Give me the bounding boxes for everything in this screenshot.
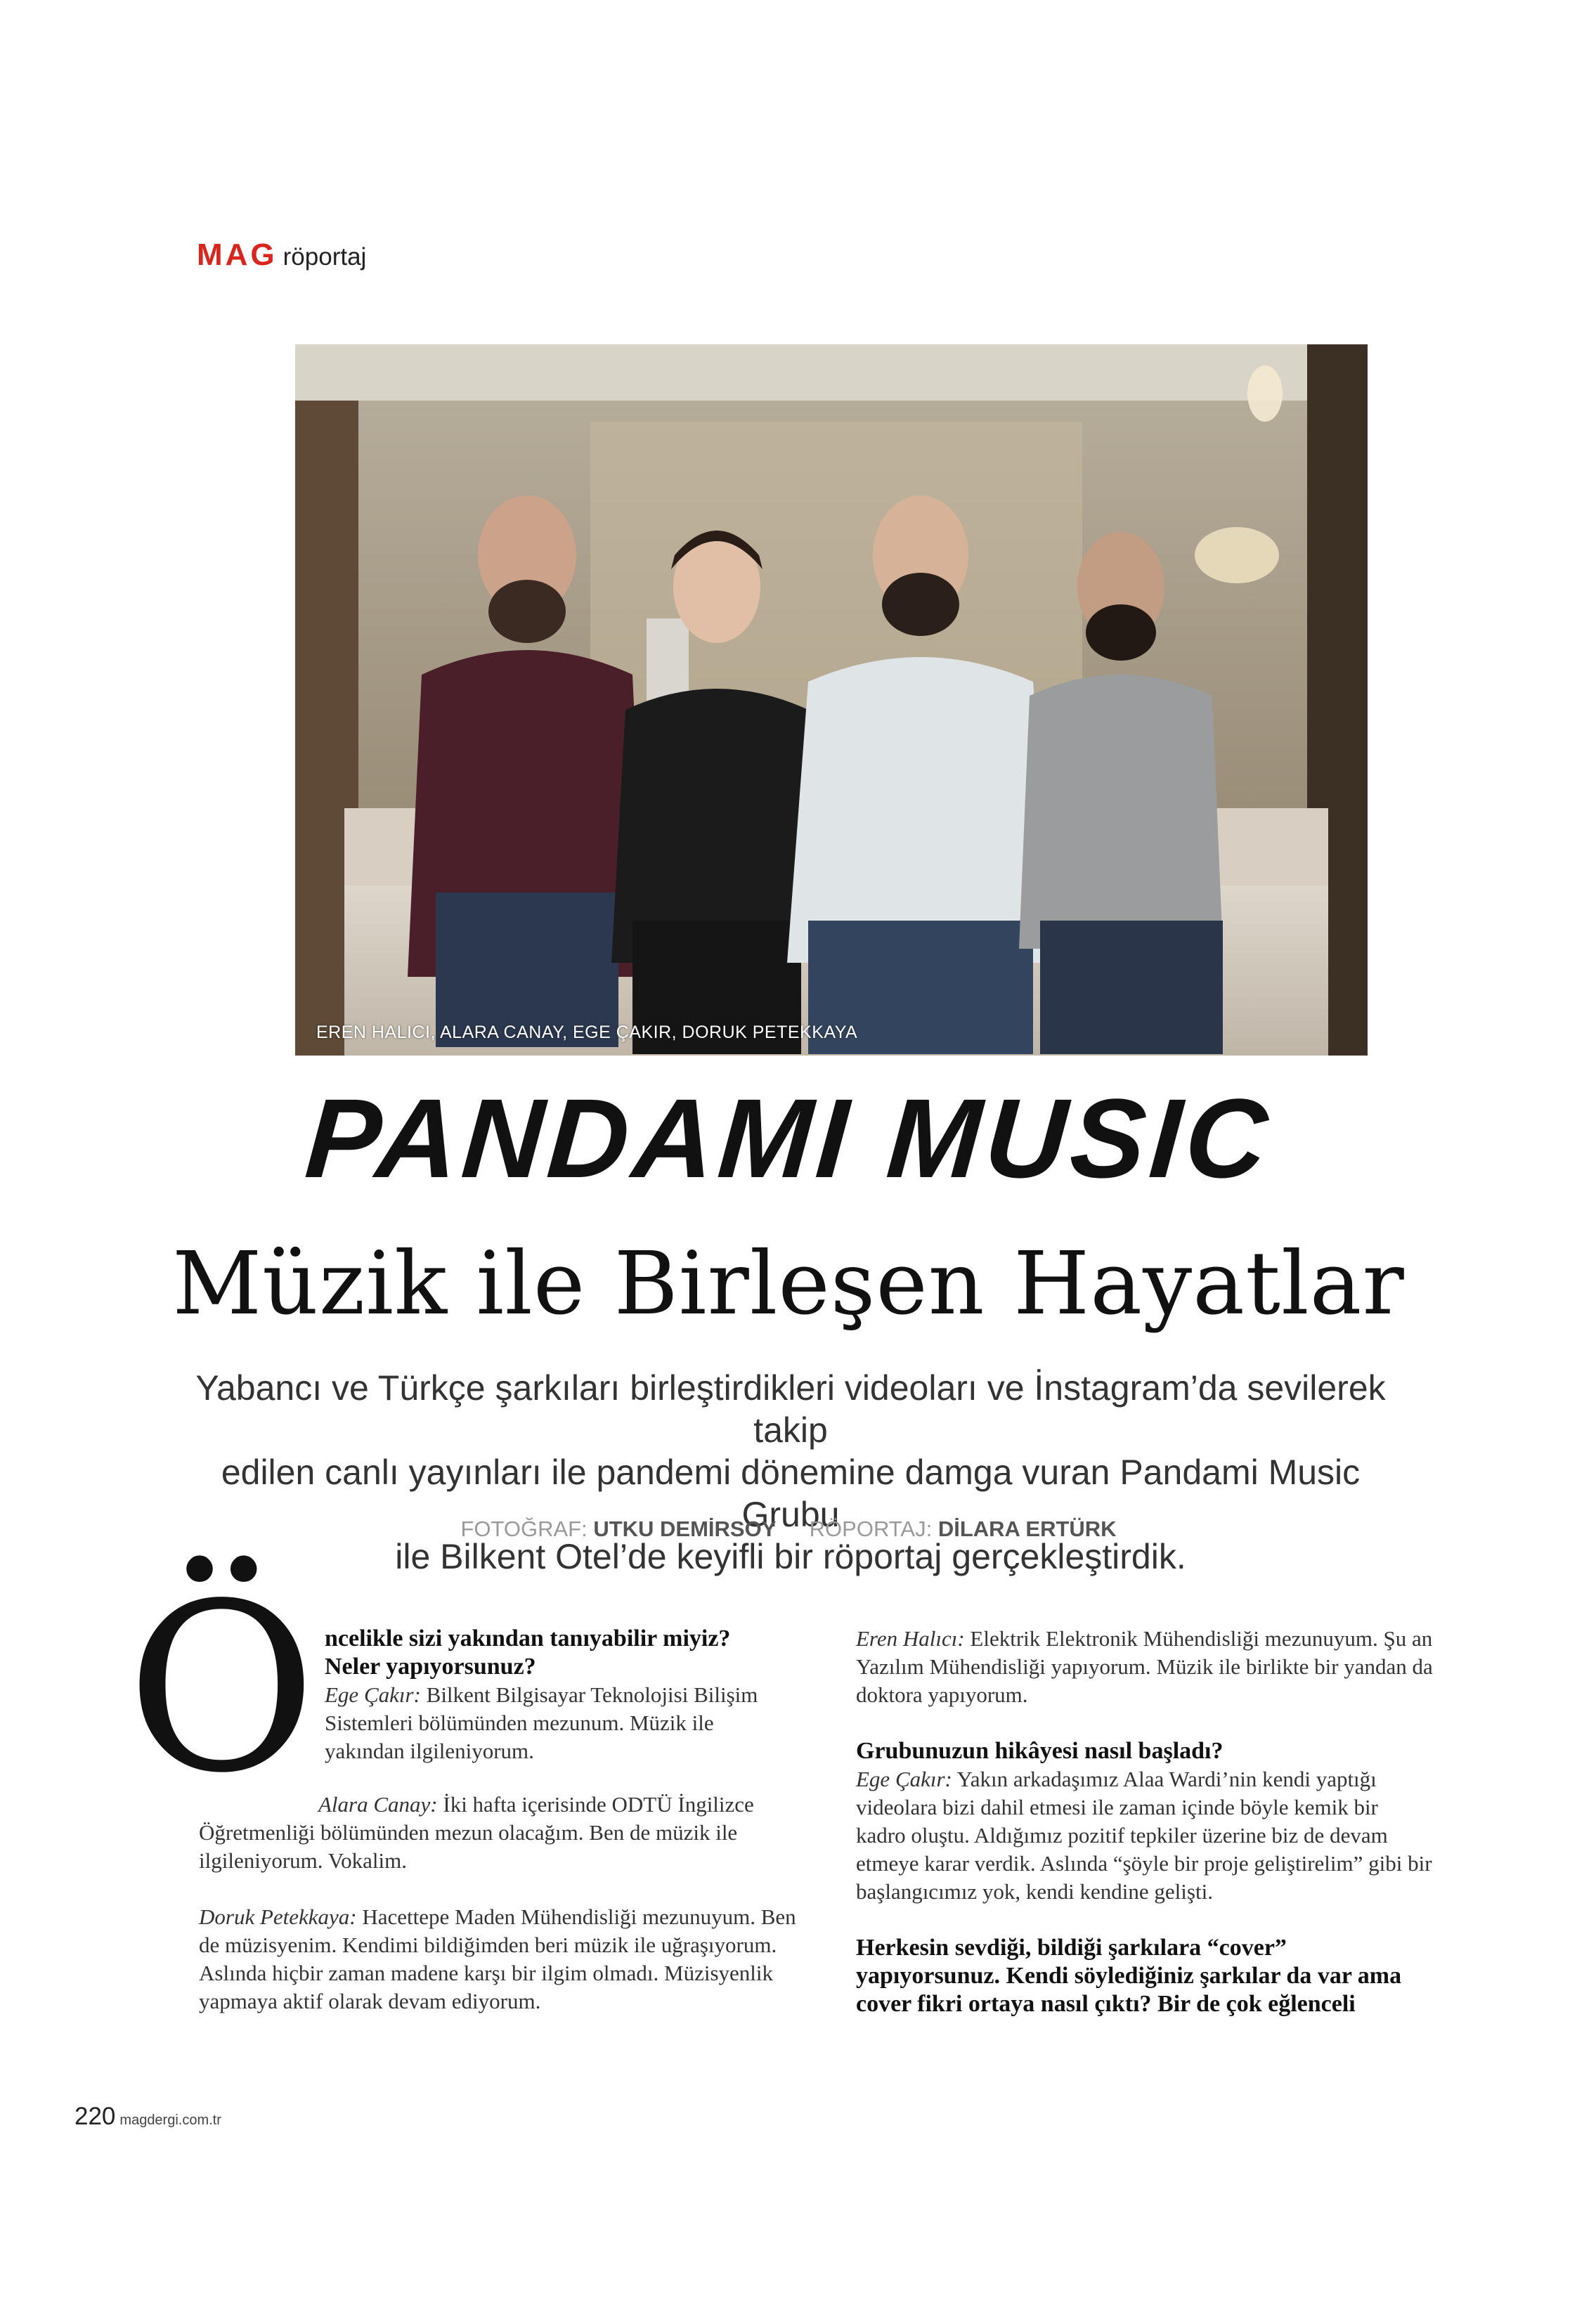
question-line: cover fikri ortaya nasıl çıktı? Bir de çok eğlenceli (856, 1991, 1356, 2017)
article-intro (190, 1367, 1391, 1578)
answer-line: etmeye karar verdik. Aslında “şöyle bir proje geliştirelim” gibi bir (856, 1851, 1432, 1876)
answer-line: Elektrik Elektronik Mühendisliği mezunuyum. Şu an (964, 1626, 1433, 1651)
question-line: yapıyorsunuz. Kendi söylediğiniz şarkılar da var ama (856, 1963, 1402, 1989)
intro-line: Yabancı ve Türkçe şarkıları birleştirdikleri videoları ve İnstagram’da sevilerek takip (195, 1368, 1386, 1450)
answer-line: yapmaya aktif olarak devam ediyorum. (199, 1989, 541, 2013)
answer-line: Öğretmenliği bölümünden mezun olacağım. Ben de müzik ile (199, 1820, 738, 1845)
photo-credit-label: FOTOĞRAF: (460, 1517, 588, 1541)
page-footer (74, 2103, 221, 2131)
interview-credit-label: RÖPORTAJ: (809, 1517, 933, 1541)
question-3 (856, 1934, 1439, 2018)
answer-line: yakından ilgileniyorum. (325, 1739, 534, 1763)
article-column-left-bottom (199, 1791, 810, 2015)
article-subtitle: Müzik ile Birleşen Hayatlar (172, 1233, 1405, 1335)
answer-ege (325, 1681, 810, 1765)
speaker-name: Eren Halıcı: (856, 1626, 965, 1651)
question-line: Herkesin sevdiği, bildiği şarkılara “cover” (856, 1935, 1287, 1961)
answer-line: Hacettepe Maden Mühendisliği mezunuyum. Ben (356, 1904, 796, 1929)
answer-line: Sistemleri bölümünden mezunum. Müzik ile (325, 1710, 714, 1735)
answer-line: de müzisyenim. Kendimi bildiğimden beri müzik ile uğraşıyorum. (199, 1933, 777, 1957)
question-1 (325, 1625, 810, 1681)
answer-line: doktora yapıyorum. (856, 1682, 1028, 1707)
band-photo-illustration (295, 344, 1368, 1056)
article-column-left-top (325, 1625, 810, 1765)
intro-line: edilen canlı yayınları ile pandemi dönemine damga vuran Pandami Music Grubu (221, 1453, 1361, 1534)
site-url: magdergi.com.tr (119, 2112, 221, 2128)
speaker-name: Ege Çakır: (856, 1767, 952, 1791)
answer-line: Bilkent Bilgisayar Teknolojisi Bilişim (420, 1682, 758, 1707)
speaker-name: Ege Çakır: (325, 1682, 421, 1707)
speaker-name: Alara Canay: (318, 1792, 438, 1817)
section-label: röportaj (283, 243, 367, 271)
answer-eren (856, 1625, 1439, 1709)
answer-line: Yazılım Mühendisliği yapıyorum. Müzik ile birlikte bir yandan da (856, 1654, 1433, 1679)
question-line: ncelikle sizi yakından tanıyabilir miyiz? (325, 1625, 731, 1651)
photo-credit-name: UTKU DEMİRSOY (593, 1517, 777, 1541)
photo-caption: EREN HALICI, ALARA CANAY, EGE ÇAKIR, DORUK PETEKKAYA (316, 1023, 858, 1042)
answer-line: videolara bizi dahil etmesi ile zaman içinde böyle kemik bir (856, 1795, 1378, 1819)
magazine-logo: MAG (197, 238, 278, 272)
article-credits (0, 1517, 1577, 1542)
answer-doruk (199, 1903, 810, 2015)
answer-line: kadro oluştu. Aldığımız pozitif tepkiler üzerine biz de devam (856, 1823, 1388, 1848)
answer-line: ilgileniyorum. Vokalim. (199, 1848, 407, 1873)
page-number: 220 (74, 2103, 116, 2130)
interview-credit-name: DİLARA ERTÜRK (937, 1517, 1117, 1541)
answer-line: İki hafta içerisinde ODTÜ İngilizce (437, 1792, 754, 1817)
answer-line: Yakın arkadaşımız Alaa Wardi’nin kendi yaptığı (952, 1767, 1377, 1791)
question-2: Grubunuzun hikâyesi nasıl başladı? (856, 1738, 1224, 1764)
answer-alara (199, 1791, 810, 1875)
drop-cap: Ö (126, 1554, 317, 1824)
article-column-right (856, 1625, 1439, 2018)
intro-line: ile Bilkent Otel’de keyifli bir röportaj gerçekleştirdik. (395, 1537, 1186, 1576)
answer-ege-2 (856, 1765, 1439, 1906)
band-photo (295, 344, 1368, 1056)
question-line: Neler yapıyorsunuz? (325, 1654, 536, 1680)
article-title: PANDAMI MUSIC (301, 1075, 1276, 1201)
answer-line: Aslında hiçbir zaman madene karşı bir ilgim olmadı. Müzisyenlik (199, 1961, 774, 1985)
magazine-header (197, 238, 366, 273)
speaker-name: Doruk Petekkaya: (199, 1904, 357, 1929)
answer-line: başlangıcımız yok, kendi kendine gelişti. (856, 1879, 1213, 1904)
